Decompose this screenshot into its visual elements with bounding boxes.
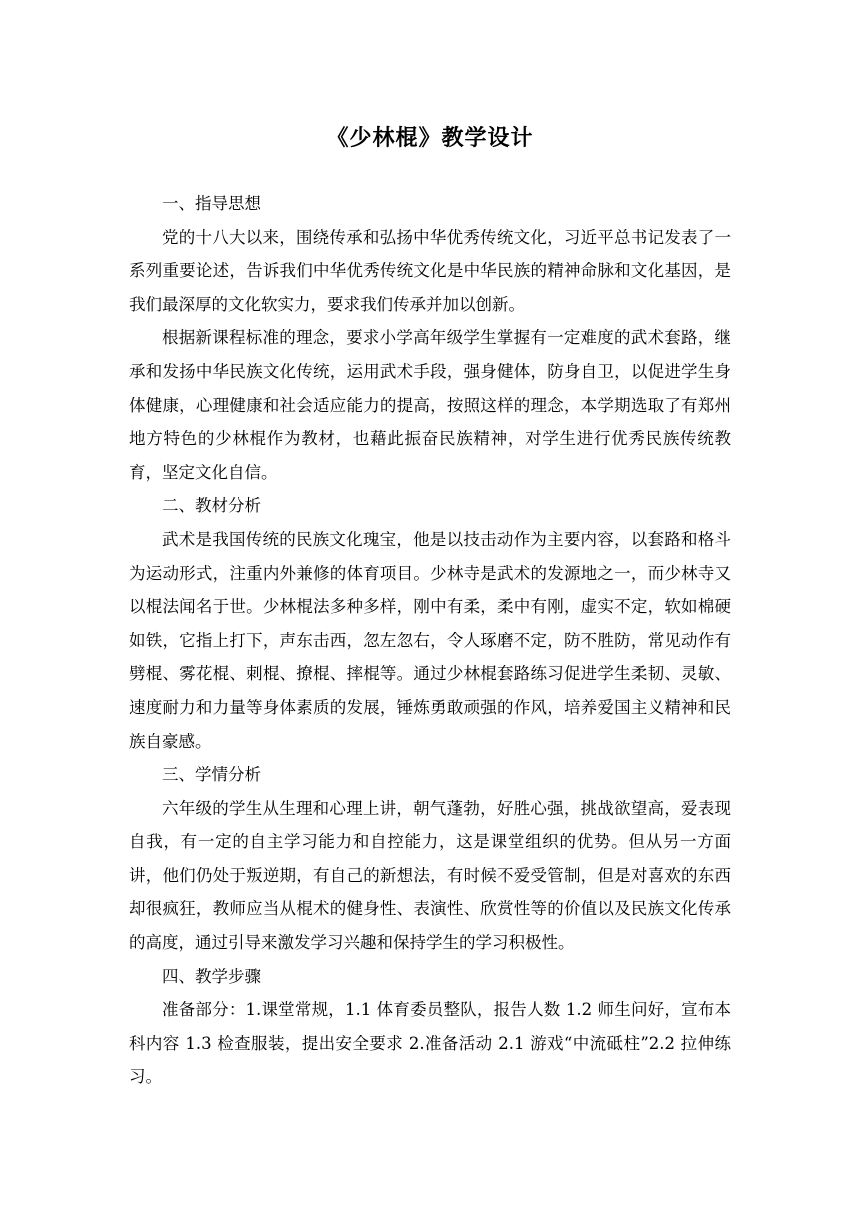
paragraph: 准备部分：1.课堂常规，1.1 体育委员整队，报告人数 1.2 师生问好，宣布本科内容 1.3 检查服装，提出安全要求 2.准备活动 2.1 游戏“中流砥柱”2.2 拉伸练习。 xyxy=(129,1000,731,1087)
section-heading-student-analysis: 三、学情分析 xyxy=(162,765,261,785)
section-heading-guiding-thought: 一、指导思想 xyxy=(162,194,261,213)
paragraph: 根据新课程标准的理念，要求小学高年级学生掌握有一定难度的武术套路，继承和发扬中华民族文化传统，运用武术手段，强身健体，防身自卫，以促进学生身体健康，心理健康和社会适应能力的提高，按照这样的理念，本学期选取了有郑州地方特色的少林棍作为教材，也藉此振奋民族精神，对学生进行优秀民族传统教育，坚定文化自信。 xyxy=(129,328,731,482)
section-heading-material-analysis: 二、教材分析 xyxy=(162,496,261,516)
paragraph: 武术是我国传统的民族文化瑰宝，他是以技击动作为主要内容，以套路和格斗为运动形式，注重内外兼修的体育项目。少林寺是武术的发源地之一，而少林寺又以棍法闻名于世。少林棍法多种多样，刚中有柔，柔中有刚，虚实不定，软如棉硬如铁，它指上打下，声东击西，忽左忽右，令人琢磨不定，防不胜防，常见动作有劈棍、雾花棍、刺棍、撩棍、摔棍等。通过少林棍套路练习促进学生柔韧、灵敏、速度耐力和力量等身体素质的发展，锤炼勇敢顽强的作风，培养爱国主义精神和民族自豪感。 xyxy=(129,529,731,751)
section-heading-teaching-steps: 四、教学步骤 xyxy=(162,966,261,986)
paragraph: 六年级的学生从生理和心理上讲，朝气蓬勃，好胜心强，挑战欲望高，爱表现自我，有一定的自主学习能力和自控能力，这是课堂组织的优势。但从另一方面讲，他们仍处于叛逆期，有自己的新想法，有时候不爱受管制，但是对喜欢的东西却很疯狂，教师应当从棍术的健身性、表演性、欣赏性等的价值以及民族文化传承的高度，通过引导来激发学习兴趣和保持学生的学习积极性。 xyxy=(129,798,731,953)
document-title: 《少林棍》教学设计 xyxy=(326,125,534,151)
document-body xyxy=(129,187,731,1094)
paragraph: 党的十八大以来，围绕传承和弘扬中华优秀传统文化，习近平总书记发表了一系列重要论述，告诉我们中华优秀传统文化是中华民族的精神命脉和文化基因，是我们最深厚的文化软实力，要求我们传承并加以创新。 xyxy=(129,227,731,314)
